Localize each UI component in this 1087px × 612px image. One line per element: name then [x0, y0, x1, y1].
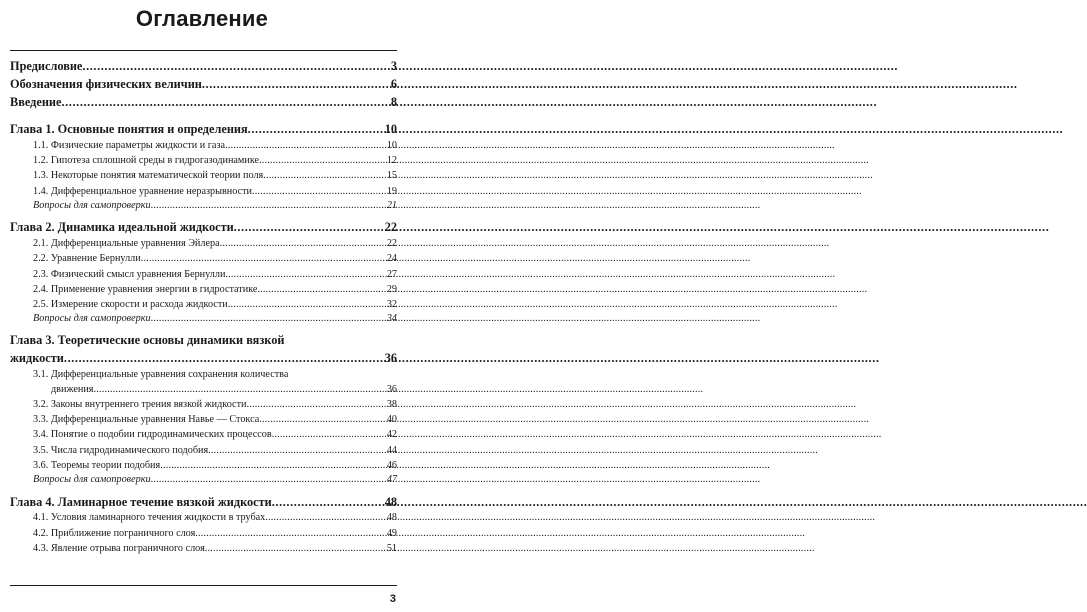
- toc-entry-title: 1.3. Некоторые понятия математической теории поля: [33, 170, 264, 182]
- toc-entry-title: 3.5. Числа гидродинамического подобия: [33, 444, 209, 456]
- toc-questions[interactable]: [10, 312, 397, 327]
- toc-entry-page: 38: [386, 399, 397, 411]
- leader-dots: [263, 168, 386, 183]
- toc-entry-page: 21: [386, 199, 397, 211]
- leader-dots: [225, 267, 385, 282]
- toc-entry-page: 22: [386, 238, 397, 250]
- toc-entry-notation[interactable]: [10, 75, 397, 93]
- toc-entry-page: 42: [386, 429, 397, 441]
- toc-entry-title: 3.2. Законы внутреннего трения вязкой жидкости: [33, 399, 247, 411]
- toc-entry-title: Глава 4. Ламинарное течение вязкой жидкости: [10, 494, 272, 509]
- leader-dots: [248, 120, 384, 138]
- toc-section[interactable]: [10, 412, 397, 427]
- toc-entry-page: 27: [386, 268, 397, 280]
- toc-entry-page: 48: [384, 494, 397, 509]
- toc-entry-page: 8: [390, 95, 397, 109]
- leader-dots: [151, 473, 386, 488]
- toc-entry-title: жидкости: [10, 350, 64, 365]
- toc-entry-page: 6: [390, 77, 397, 91]
- toc-entry-title: 4.1. Условия ламинарного течения жидкости в трубах: [33, 512, 266, 524]
- toc-entry-page: 49: [386, 527, 397, 539]
- toc-entry-title: Вопросы для самопроверки: [33, 199, 151, 211]
- toc-entry-page: 40: [386, 414, 397, 426]
- leader-dots: [195, 526, 386, 541]
- toc-section[interactable]: [10, 297, 397, 312]
- toc-entry-title: 1.4. Дифференциальное уравнение неразрывности: [33, 185, 252, 197]
- toc-section[interactable]: [10, 427, 397, 442]
- toc-questions[interactable]: [10, 473, 397, 488]
- toc-section[interactable]: [10, 282, 397, 297]
- toc-entry-page: 34: [386, 313, 397, 325]
- toc-entry-title: 3.4. Понятие о подобии гидродинамических процессов: [33, 429, 272, 441]
- toc-entry-page: 32: [386, 298, 397, 310]
- toc-entry-title: Обозначения физических величин: [10, 77, 202, 91]
- toc-section[interactable]: [10, 267, 397, 282]
- toc-section[interactable]: [10, 541, 397, 556]
- top-rule: [10, 50, 397, 51]
- toc-entry-introduction[interactable]: [10, 93, 397, 111]
- leader-dots: [208, 443, 386, 458]
- leader-dots: [246, 397, 385, 412]
- toc-entry-title: Введение: [10, 95, 62, 109]
- toc-entry-title: 1.2. Гипотеза сплошной среды в гидрогазодинамике: [33, 155, 260, 167]
- toc-entry-title: Глава 1. Основные понятия и определения: [10, 122, 248, 136]
- toc-entry-page: 51: [386, 542, 397, 554]
- toc-entry-page: 36: [384, 350, 397, 365]
- toc-entry-title: Вопросы для самопроверки: [33, 313, 151, 325]
- leader-dots: [93, 382, 385, 397]
- leader-dots: [234, 218, 384, 236]
- toc-entry-page: 22: [384, 220, 397, 235]
- toc-entry-title: 1.1. Физические параметры жидкости и газа: [33, 139, 225, 151]
- leader-dots: [160, 458, 386, 473]
- toc-section-title-line[interactable]: 3.1. Дифференциальные уравнения сохранения количества: [33, 368, 289, 380]
- toc-chapter-4[interactable]: [10, 493, 397, 511]
- toc-entry-title: 2.2. Уравнение Бернулли: [33, 253, 141, 265]
- toc-section[interactable]: [10, 458, 397, 473]
- toc-section[interactable]: [10, 153, 397, 168]
- toc-entry-page: 24: [386, 253, 397, 265]
- leader-dots: [205, 541, 386, 556]
- toc-entry-page: 12: [386, 155, 397, 167]
- page-number: 3: [389, 593, 396, 605]
- toc-entry-title: Предисловие: [10, 59, 83, 73]
- table-of-contents: [10, 57, 397, 556]
- leader-dots: [220, 236, 386, 251]
- leader-dots: [151, 199, 386, 214]
- leader-dots: [259, 412, 386, 427]
- toc-entry-title: 2.5. Измерение скорости и расхода жидкости: [33, 298, 228, 310]
- toc-entry-page: 10: [386, 139, 397, 151]
- toc-entry-title: 4.3. Явление отрыва пограничного слоя: [33, 542, 205, 554]
- toc-section[interactable]: [10, 526, 397, 541]
- toc-section[interactable]: [10, 236, 397, 251]
- leader-dots: [225, 138, 386, 153]
- page-title: Оглавление: [135, 6, 269, 31]
- toc-section[interactable]: [10, 511, 397, 526]
- toc-chapter-3[interactable]: [10, 349, 397, 367]
- toc-entry-page: 3: [390, 59, 397, 73]
- leader-dots: [202, 75, 390, 93]
- toc-section[interactable]: [10, 184, 397, 199]
- toc-chapter-2[interactable]: [10, 218, 397, 236]
- bottom-rule: [10, 585, 397, 586]
- leader-dots: [228, 297, 386, 312]
- toc-entry-page: 46: [386, 459, 397, 471]
- leader-dots: [141, 251, 386, 266]
- toc-entry-page: 29: [386, 283, 397, 295]
- leader-dots: [64, 349, 384, 367]
- toc-section[interactable]: [10, 138, 397, 153]
- toc-entry-preface[interactable]: [10, 57, 397, 75]
- leader-dots: [272, 427, 386, 442]
- toc-entry-title: 2.4. Применение уравнения энергии в гидростатике: [33, 283, 258, 295]
- toc-chapter-1[interactable]: [10, 120, 397, 138]
- toc-entry-title: движения: [51, 383, 94, 395]
- toc-entry-title: 3.3. Дифференциальные уравнения Навье — Стокса: [33, 414, 260, 426]
- toc-section[interactable]: [10, 168, 397, 183]
- toc-entry-page: 19: [386, 185, 397, 197]
- toc-section[interactable]: [10, 397, 397, 412]
- toc-chapter-3-title-line[interactable]: Глава 3. Теоретические основы динамики вязкой: [10, 332, 285, 347]
- toc-questions[interactable]: [10, 199, 397, 214]
- toc-entry-title: 2.3. Физический смысл уравнения Бернулли: [33, 268, 226, 280]
- toc-section[interactable]: [10, 443, 397, 458]
- leader-dots: [272, 493, 384, 511]
- toc-entry-title: 4.2. Приближение пограничного слоя: [33, 527, 196, 539]
- toc-entry-page: 15: [386, 170, 397, 182]
- toc-entry-page: 47: [386, 474, 397, 485]
- leader-dots: [82, 57, 389, 75]
- toc-entry-title: Глава 2. Динамика идеальной жидкости: [10, 220, 234, 235]
- leader-dots: [252, 184, 386, 199]
- toc-section[interactable]: [10, 382, 397, 397]
- leader-dots: [265, 510, 386, 525]
- leader-dots: [259, 153, 386, 168]
- toc-entry-page: 36: [386, 383, 397, 395]
- toc-entry-title: 2.1. Дифференциальные уравнения Эйлера: [33, 238, 220, 250]
- toc-entry-page: 44: [386, 444, 397, 456]
- toc-entry-page: 48: [386, 512, 397, 524]
- toc-section[interactable]: [10, 251, 397, 266]
- leader-dots: [61, 93, 389, 111]
- toc-entry-title: Вопросы для самопроверки: [33, 474, 151, 485]
- toc-entry-page: 10: [384, 122, 397, 136]
- leader-dots: [151, 312, 386, 327]
- toc-entry-title: 3.6. Теоремы теории подобия: [33, 459, 161, 471]
- leader-dots: [257, 282, 385, 297]
